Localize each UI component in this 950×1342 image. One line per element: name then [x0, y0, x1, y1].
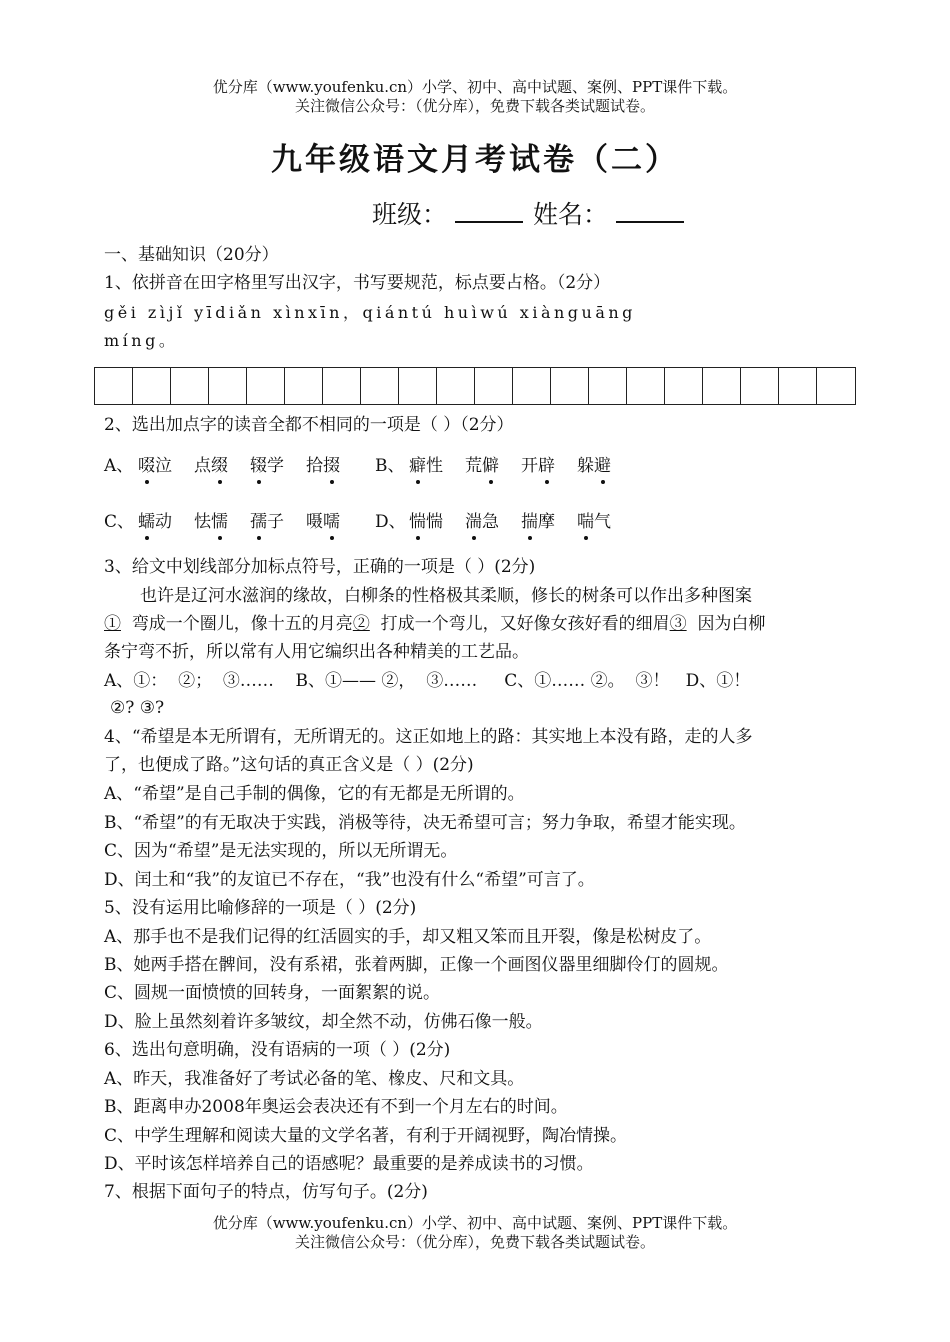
q3-passage-line-3: 条宁弯不折，所以常有人用它编织出各种精美的工艺品。: [104, 642, 529, 662]
q2-option-d-letter: D、: [375, 512, 406, 532]
section-1-heading: 一、基础知识（20分）: [104, 245, 279, 265]
grid-cell: [665, 368, 703, 404]
class-blank: [455, 197, 523, 223]
grid-cell: [779, 368, 817, 404]
q2-option-a-word-2: 点缀: [194, 456, 228, 476]
dotted-char: 嚅: [323, 512, 340, 532]
dotted-char: 孺: [250, 512, 267, 532]
q2-option-d-word-3: 揣摩: [521, 512, 555, 532]
dotted-char: 揣: [521, 512, 538, 532]
class-label: 班级：: [372, 200, 448, 229]
q2-option-a-word-1: 啜泣: [138, 456, 172, 476]
q3-options-continued: ②? ③?: [110, 698, 165, 718]
q4-line-2: 了，也便成了路。”这句话的真正含义是（ ）(2分): [104, 755, 474, 775]
dotted-char: 惴: [409, 512, 426, 532]
q6-option-c: C、中学生理解和阅读大量的文学名著，有利于开阔视野，陶冶情操。: [104, 1126, 628, 1146]
dotted-char: 避: [594, 456, 611, 476]
q5-option-b: B、她两手搭在髀间，没有系裙，张着两脚，正像一个画图仪器里细脚伶仃的圆规。: [104, 955, 729, 975]
name-label: 姓名：: [533, 200, 609, 229]
page-title: 九年级语文月考试卷（二）: [271, 142, 679, 178]
q1-pinyin-line-1: gěi zìjǐ yīdiǎn xìnxīn，qiántú huìwú xiànguāng: [104, 303, 636, 322]
q6-option-b: B、距离申办2008年奥运会表决还有不到一个月左右的时间。: [104, 1097, 568, 1117]
q4-line-1: 4、“希望是本无所谓有，无所谓无的。这正如地上的路：其实地上本没有路，走的人多: [104, 727, 753, 747]
q6-text: 6、选出句意明确，没有语病的一项（ ）(2分): [104, 1040, 451, 1060]
q2-option-c-word-2: 怯懦: [194, 512, 228, 532]
class-name-line: [372, 195, 694, 231]
passage-fragment: 因为白柳: [697, 614, 766, 634]
q2-option-c-word-1: 蠕动: [138, 512, 172, 532]
grid-cell: [627, 368, 665, 404]
q2-option-b-word-3: 开辟: [521, 456, 555, 476]
q2-option-b-word-2: 荒僻: [465, 456, 499, 476]
grid-cell: [285, 368, 323, 404]
q3-options: A、①： ②； ③…… B、①—— ②， ③…… C、①…… ②。 ③！ D、①！: [104, 671, 751, 691]
q5-text: 5、没有运用比喻修辞的一项是（ ）(2分): [104, 898, 417, 918]
q2-option-b-word-1: 癖性: [409, 456, 443, 476]
q5-option-c: C、圆规一面愤愤的回转身，一面絮絮的说。: [104, 983, 441, 1003]
grid-cell: [475, 368, 513, 404]
q5-option-d: D、脸上虽然刻着许多皱纹，却全然不动，仿佛石像一般。: [104, 1012, 543, 1032]
q5-option-a: A、那手也不是我们记得的红活圆实的手，却又粗又笨而且开裂，像是松树皮了。: [104, 927, 712, 947]
dotted-char: 辟: [538, 456, 555, 476]
grid-cell: [171, 368, 209, 404]
passage-fragment: 弯成一个圈儿，像十五的月亮: [131, 614, 353, 634]
q2-option-a-word-3: 辍学: [250, 456, 284, 476]
q2-option-d-word-2: 湍急: [465, 512, 499, 532]
dotted-char: 蠕: [138, 512, 155, 532]
header-line-1: 优分库（www.youfenku.cn）小学、初中、高中试题、案例、PPT课件下载。: [212, 78, 738, 96]
q2-text: 2、选出加点字的读音全都不相同的一项是（ ）（2分）: [104, 415, 514, 435]
dotted-char: 掇: [323, 456, 340, 476]
q3-text: 3、给文中划线部分加标点符号，正确的一项是（ ）(2分): [104, 557, 536, 577]
dotted-char: 喘: [577, 512, 594, 532]
q2-option-c-letter: C、: [104, 512, 135, 532]
grid-cell: [703, 368, 741, 404]
dotted-char: 懦: [211, 512, 228, 532]
q4-option-a: A、“希望”是自己手制的偶像，它的有无都是无所谓的。: [104, 784, 525, 804]
dotted-char: 啜: [138, 456, 155, 476]
blank-2: ②: [352, 614, 370, 634]
dotted-char: 辍: [250, 456, 267, 476]
footer-line-1: 优分库（www.youfenku.cn）小学、初中、高中试题、案例、PPT课件下载。: [212, 1214, 738, 1232]
q1-pinyin-line-2: míng。: [104, 331, 179, 350]
q2-option-d-word-4: 喘气: [577, 512, 611, 532]
q2-option-d-word-1: 惴惴: [409, 512, 443, 532]
q3-passage-line-2: [104, 613, 765, 635]
q4-option-b: B、“希望”的有无取决于实践，消极等待，决无希望可言；努力争取，希望才能实现。: [104, 813, 746, 833]
grid-cell: [817, 368, 855, 404]
header-line-2: 关注微信公众号：（优分库），免费下载各类试题试卷。: [294, 97, 655, 115]
q4-option-d: D、闰土和“我”的友谊已不存在，“我”也没有什么“希望”可言了。: [104, 870, 595, 890]
blank-3: ③: [669, 614, 687, 634]
q6-option-a: A、昨天，我准备好了考试必备的笔、橡皮、尺和文具。: [104, 1069, 525, 1089]
q2-option-a-letter: A、: [104, 456, 134, 476]
grid-cell: [247, 368, 285, 404]
q2-option-a-word-4: 拾掇: [306, 456, 340, 476]
q2-option-c-word-3: 孺子: [250, 512, 284, 532]
dotted-char: 僻: [482, 456, 499, 476]
name-blank: [616, 197, 684, 223]
grid-cell: [133, 368, 171, 404]
q7-text: 7、根据下面句子的特点，仿写句子。(2分): [104, 1182, 428, 1202]
dotted-char: 缀: [211, 456, 228, 476]
grid-cell: [741, 368, 779, 404]
grid-cell: [589, 368, 627, 404]
dotted-char: 湍: [465, 512, 482, 532]
answer-grid: [94, 367, 856, 405]
q2-option-b-letter: B、: [375, 456, 405, 476]
grid-cell: [513, 368, 551, 404]
q1-text: 1、依拼音在田字格里写出汉字，书写要规范，标点要占格。（2分）: [104, 273, 611, 293]
q2-option-b-word-4: 躲避: [577, 456, 611, 476]
q4-option-c: C、因为“希望”是无法实现的，所以无所谓无。: [104, 841, 458, 861]
grid-cell: [95, 368, 133, 404]
grid-cell: [399, 368, 437, 404]
footer-line-2: 关注微信公众号：（优分库），免费下载各类试题试卷。: [294, 1233, 655, 1251]
grid-cell: [209, 368, 247, 404]
q2-option-c-word-4: 嗫嚅: [306, 512, 340, 532]
passage-fragment: 打成一个弯儿，又好像女孩好看的细眉: [380, 614, 670, 634]
grid-cell: [551, 368, 589, 404]
grid-cell: [437, 368, 475, 404]
q3-passage-line-1: 也许是辽河水滋润的缘故，白柳条的性格极其柔顺，修长的树条可以作出多种图案: [140, 586, 752, 606]
blank-1: ①: [104, 614, 121, 634]
grid-cell: [323, 368, 361, 404]
dotted-char: 癖: [409, 456, 426, 476]
grid-cell: [361, 368, 399, 404]
q6-option-d: D、平时该怎样培养自己的语感呢？最重要的是养成读书的习惯。: [104, 1154, 594, 1174]
